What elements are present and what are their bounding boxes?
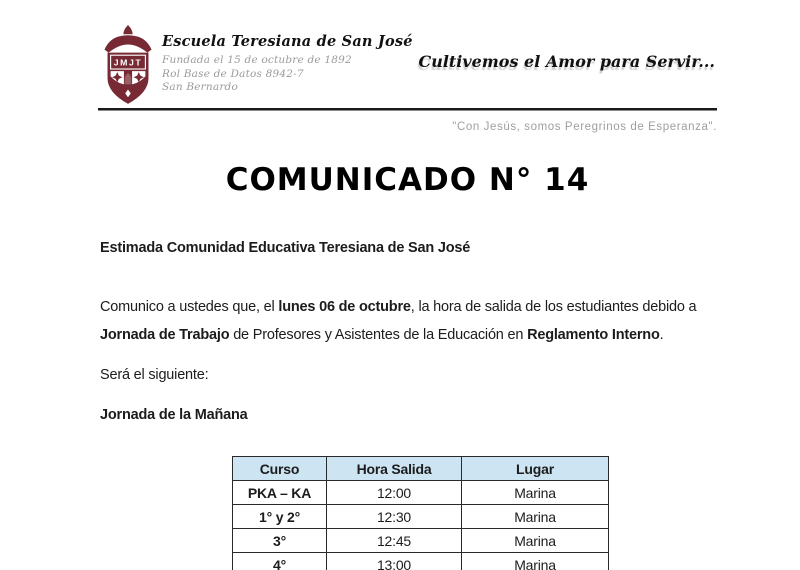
cell-hora: 13:00 (327, 553, 462, 570)
cell-hora: 12:00 (327, 481, 462, 505)
greeting-line: Estimada Comunidad Educativa Teresiana de San José (100, 240, 471, 256)
cell-lugar: Marina (462, 529, 609, 553)
school-info-block (162, 33, 413, 95)
school-city-line: San Bernardo (162, 81, 238, 93)
school-founded-line: Fundada el 15 de octubre de 1892 (162, 54, 352, 66)
document-title: COMUNICADO N° 14 (225, 162, 590, 198)
schedule-table (232, 456, 609, 570)
school-crest-icon (96, 25, 160, 111)
table-row (233, 553, 609, 570)
paragraph-segment-bold: lunes 06 de octubre (278, 299, 411, 315)
paragraph-segment: de Profesores y Asistentes de la Educación en (229, 326, 528, 343)
crest-initials: JMJT (113, 57, 143, 68)
column-header-curso: Curso (233, 457, 327, 481)
paragraph-segment: . (659, 326, 664, 343)
cell-curso: PKA – KA (233, 481, 327, 505)
paragraph-segment-bold: Jornada de Trabajo (100, 326, 230, 343)
school-motto: Cultivemos el Amor para Servir... (418, 52, 715, 71)
table-row (233, 529, 609, 553)
cell-curso: 4° (233, 553, 327, 570)
following-line: Será el siguiente: (100, 367, 209, 383)
table-row (233, 481, 609, 505)
column-header-hora-salida: Hora Salida (327, 457, 462, 481)
section-heading-morning: Jornada de la Mañana (100, 407, 248, 423)
cell-lugar: Marina (462, 553, 609, 570)
announcement-paragraph (100, 294, 740, 349)
school-rbd-line: Rol Base de Datos 8942-7 (162, 67, 304, 80)
header-divider (98, 108, 717, 111)
cell-hora: 12:30 (327, 505, 462, 529)
table-header-row (233, 457, 609, 481)
column-header-lugar: Lugar (462, 457, 609, 481)
cell-curso: 3° (233, 529, 327, 553)
paragraph-segment: Comunico a ustedes que, el (100, 299, 279, 315)
paragraph-segment: , la hora de salida de los estudiantes debido a (410, 299, 697, 315)
schedule-table-container (232, 456, 609, 570)
cell-lugar: Marina (462, 505, 609, 529)
cell-hora: 12:45 (327, 529, 462, 553)
paragraph-segment-bold: Reglamento Interno (527, 326, 660, 343)
cell-lugar: Marina (462, 481, 609, 505)
table-row (233, 505, 609, 529)
cell-curso: 1° y 2° (233, 505, 327, 529)
school-details (162, 54, 413, 95)
pastoral-quote: "Con Jesús, somos Peregrinos de Esperanza". (452, 121, 717, 133)
school-name: Escuela Teresiana de San José (162, 33, 413, 50)
